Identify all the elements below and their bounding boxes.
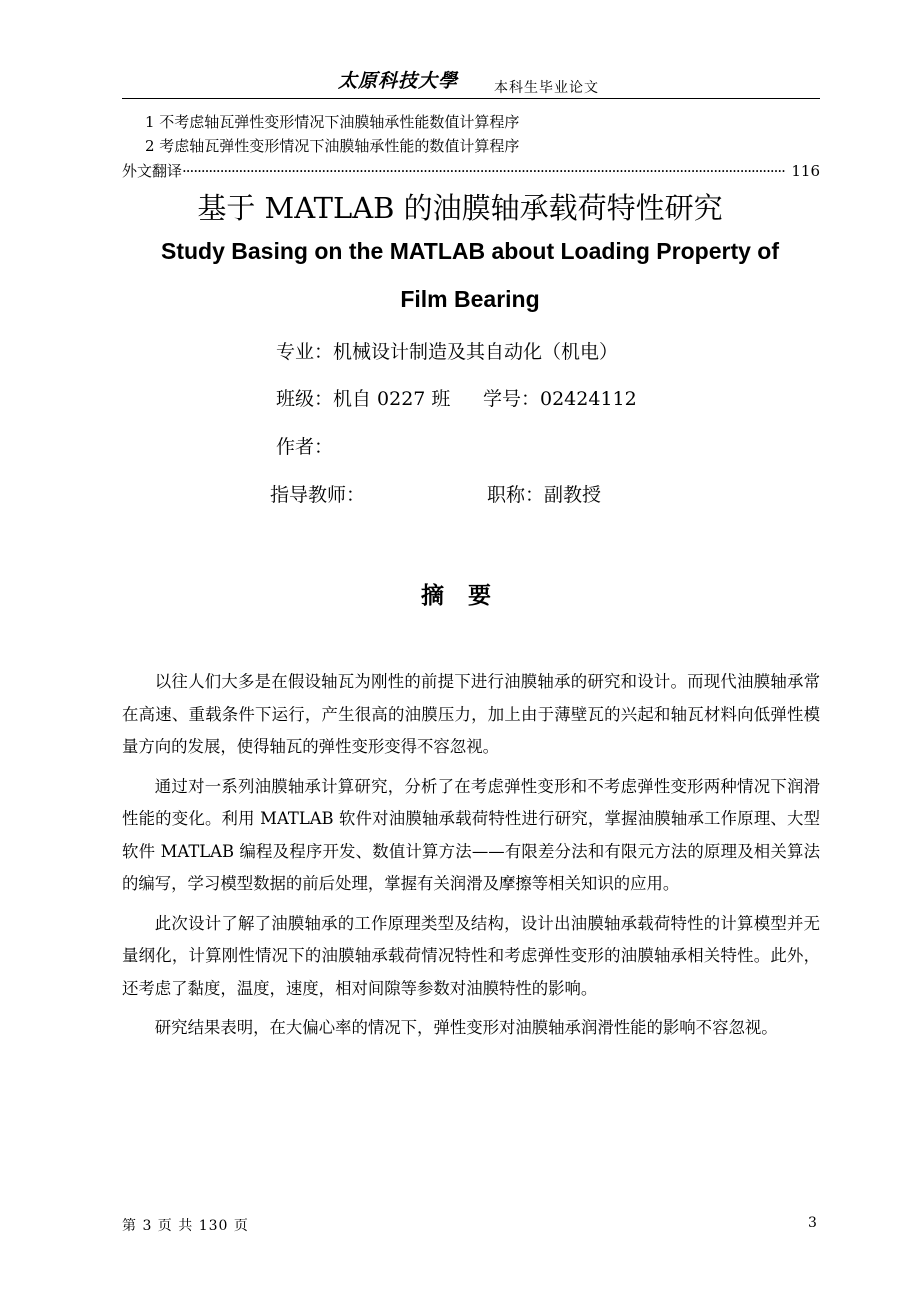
toc-entry-2: 2 考虑轴瓦弹性变形情况下油膜轴承性能的数值计算程序: [145, 137, 520, 155]
abstract-paragraph-3: 此次设计了解了油膜轴承的工作原理类型及结构，设计出油膜轴承载荷特性的计算模型并无量纲化，计算刚性情况下的油膜轴承载荷情况特性和考虑弹性变形的油膜轴承相关特性。此外，还考虑了黏度，温度，速度，相对间隙等参数对油膜特性的影响。: [122, 913, 820, 998]
university-logo-text: 太原科技大學: [338, 70, 459, 92]
footer-page-info: 第 3 页 共 130 页: [122, 1218, 249, 1234]
toc-entry-3-label: 外文翻译: [122, 162, 183, 180]
abstract-paragraph-2: 通过对一系列油膜轴承计算研究，分析了在考虑弹性变形和不考虑弹性变形两种情况下润滑性能的变化。利用 MATLAB 软件对油膜轴承载荷特性进行研究，掌握油膜轴承工作原理、大型软件 MATLAB 编程及程序开发、数值计算方法——有限差分法和有限元方法的原理及相关算法的编写，学习模型数据的前后处理，掌握有关润滑及摩擦等相关知识的应用。: [122, 776, 820, 893]
class-line: 班级：机自 0227 班: [276, 388, 451, 410]
abstract-paragraph-1: 以往人们大多是在假设轴瓦为刚性的前提下进行油膜轴承的研究和设计。而现代油膜轴承常在高速、重载条件下运行，产生很高的油膜压力，加上由于薄壁瓦的兴起和轴瓦材料向低弹性模量方向的发展，使得轴瓦的弹性变形变得不容忽视。: [122, 672, 820, 756]
advisor-line: 指导教师：: [270, 484, 366, 506]
advisor-rank-line: 职称：副教授: [487, 484, 602, 506]
toc-leader-dots: ································································································································································: [182, 162, 785, 180]
major-line: 专业：机械设计制造及其自动化（机电）: [276, 341, 619, 363]
thesis-title-english-line2: Film Bearing: [400, 286, 540, 312]
thesis-title-english-line1: Study Basing on the MATLAB about Loading Property of: [161, 238, 779, 264]
thesis-title-chinese: 基于 MATLAB 的油膜轴承载荷特性研究: [197, 191, 723, 225]
student-id-line: 学号：02424112: [483, 388, 637, 410]
header-divider: [122, 98, 820, 99]
footer-page-number: 3: [808, 1215, 817, 1231]
header-subtitle: 本科生毕业论文: [494, 80, 599, 96]
abstract-body: [122, 666, 820, 1052]
toc-entry-3: [122, 161, 820, 181]
toc-entry-3-page: 116: [791, 162, 820, 180]
author-line: 作者：: [276, 436, 334, 458]
abstract-heading: 摘 要: [420, 582, 499, 609]
toc-entry-1: 1 不考虑轴瓦弹性变形情况下油膜轴承性能数值计算程序: [145, 113, 520, 131]
abstract-paragraph-4: 研究结果表明，在大偏心率的情况下，弹性变形对油膜轴承润滑性能的影响不容忽视。: [154, 1018, 778, 1037]
